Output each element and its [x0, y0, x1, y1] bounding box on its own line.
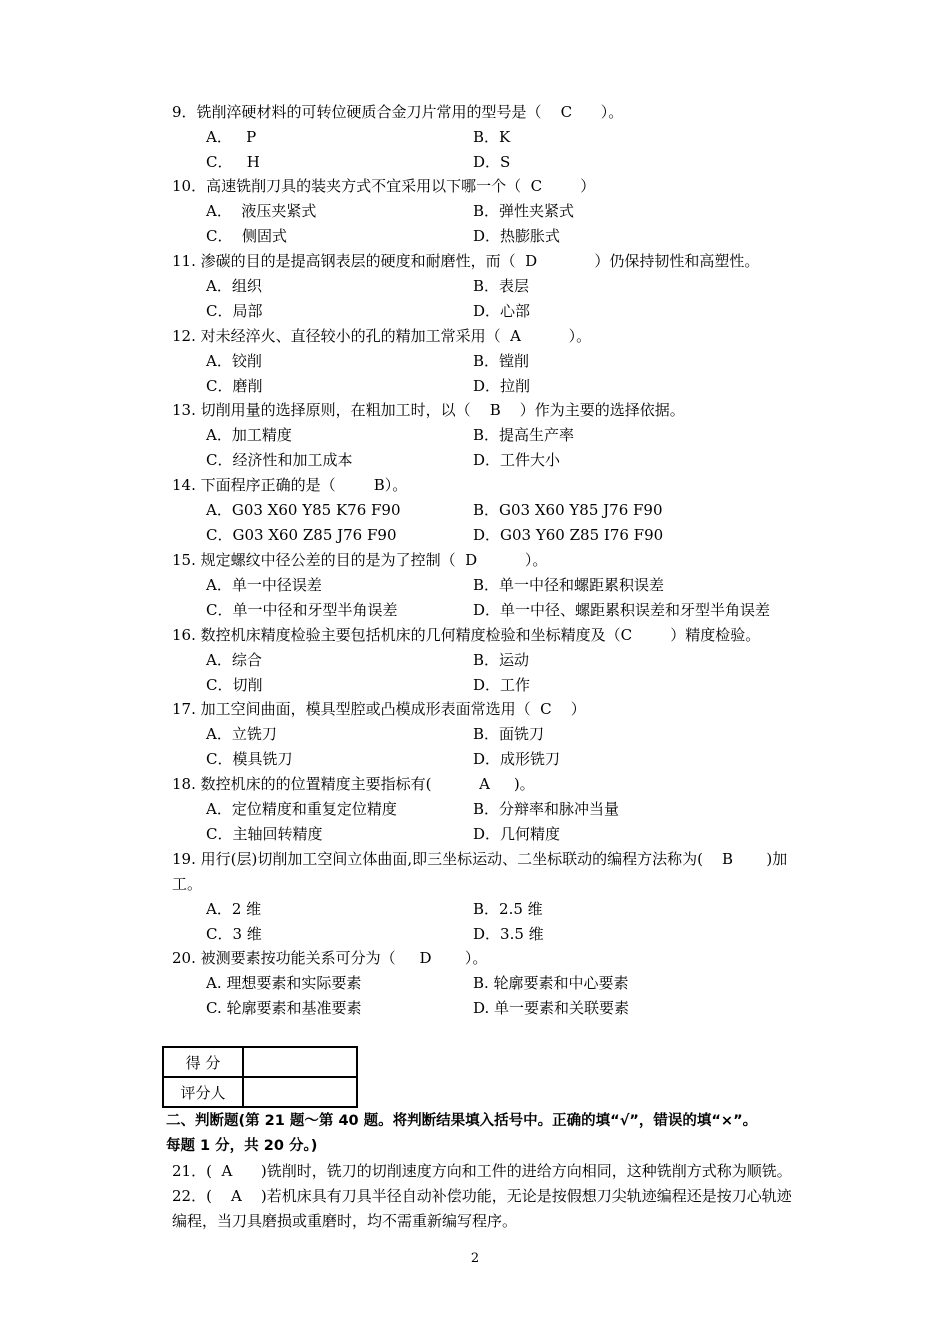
question-14-option-d: D．G03 Y60 Z85 I76 F90 — [473, 526, 664, 544]
question-14-stem: 14. 下面程序正确的是（ B）。 — [172, 476, 408, 494]
question-20-option-d: D. 单一要素和关联要素 — [473, 999, 630, 1017]
question-22-line-2: 编程，当刀具磨损或重磨时，均不需重新编写程序。 — [172, 1212, 518, 1230]
question-12-option-c: C．磨削 — [206, 377, 263, 395]
question-21: 21．( A )铣削时，铣刀的切削速度方向和工件的进给方向相同，这种铣削方式称为顺铣。 — [172, 1162, 792, 1180]
score-label: 得 分 — [163, 1047, 243, 1077]
question-17-option-c: C．模具铣刀 — [206, 750, 293, 768]
question-19-stem-continued: 工。 — [172, 875, 203, 893]
question-16-option-d: D．工作 — [473, 676, 531, 694]
question-19-stem: 19. 用行(层)切削加工空间立体曲面,即三坐标运动、二坐标联动的编程方法称为( B )加 — [172, 850, 788, 868]
question-20-option-b: B. 轮廓要素和中心要素 — [473, 974, 629, 992]
question-13-option-d: D．工件大小 — [473, 451, 561, 469]
question-9-option-a: A． P — [206, 128, 257, 146]
question-17-option-a: A．立铣刀 — [206, 725, 277, 743]
grader-field — [243, 1077, 357, 1107]
question-12-option-d: D．拉削 — [473, 377, 531, 395]
question-10-option-a: A． 液压夹紧式 — [206, 202, 317, 220]
question-9-option-d: D．S — [473, 153, 511, 171]
question-15-option-d: D．单一中径、螺距累积误差和牙型半角误差 — [473, 601, 771, 619]
question-17-option-b: B．面铣刀 — [473, 725, 545, 743]
question-13-option-a: A．加工精度 — [206, 426, 292, 444]
question-11-option-a: A．组织 — [206, 277, 262, 295]
question-12-option-b: B．镗削 — [473, 352, 530, 370]
section-2-heading-line-2: 每题 1 分，共 20 分。) — [166, 1138, 318, 1154]
question-18-option-c: C．主轴回转精度 — [206, 825, 323, 843]
question-11-option-b: B．表层 — [473, 277, 530, 295]
question-13-stem: 13. 切削用量的选择原则，在粗加工时，以（ B ）作为主要的选择依据。 — [172, 401, 685, 419]
question-15-stem: 15. 规定螺纹中径公差的目的是为了控制（ D ）。 — [172, 551, 548, 569]
question-20-option-c: C. 轮廓要素和基准要素 — [206, 999, 362, 1017]
question-15-option-c: C．单一中径和牙型半角误差 — [206, 601, 398, 619]
question-20-stem: 20. 被测要素按功能关系可分为（ D ）。 — [172, 949, 488, 967]
question-17-stem: 17. 加工空间曲面，模具型腔或凸模成形表面常选用（ C ） — [172, 700, 586, 718]
question-18-option-a: A．定位精度和重复定位精度 — [206, 800, 397, 818]
question-11-option-c: C．局部 — [206, 302, 263, 320]
question-11-stem: 11. 渗碳的目的是提高钢表层的硬度和耐磨性，而（ D ）仍保持韧性和高塑性。 — [172, 252, 760, 270]
page-number: 2 — [470, 1251, 480, 1266]
question-22-line-1: 22．( A )若机床具有刀具半径自动补偿功能，无论是按假想刀尖轨迹编程还是按刀心轨迹 — [172, 1187, 792, 1205]
question-14-option-a: A．G03 X60 Y85 K76 F90 — [206, 501, 401, 519]
question-16-option-c: C．切削 — [206, 676, 263, 694]
question-15-option-a: A．单一中径误差 — [206, 576, 322, 594]
question-16-option-b: B．运动 — [473, 651, 530, 669]
question-13-option-c: C．经济性和加工成本 — [206, 451, 353, 469]
grader-label: 评分人 — [163, 1077, 243, 1107]
question-9-option-b: B．K — [473, 128, 511, 146]
question-10-option-c: C． 侧固式 — [206, 227, 288, 245]
question-18-stem: 18. 数控机床的的位置精度主要指标有( A )。 — [172, 775, 535, 793]
question-13-option-b: B．提高生产率 — [473, 426, 575, 444]
question-19-option-a: A．2 维 — [206, 900, 262, 918]
question-18-option-d: D．几何精度 — [473, 825, 561, 843]
question-18-option-b: B．分辩率和脉冲当量 — [473, 800, 620, 818]
question-19-option-b: B．2.5 维 — [473, 900, 543, 918]
question-12-option-a: A．铰削 — [206, 352, 262, 370]
score-table — [162, 1046, 358, 1108]
question-14-option-c: C．G03 X60 Z85 J76 F90 — [206, 526, 397, 544]
question-10-option-d: D．热膨胀式 — [473, 227, 561, 245]
score-field — [243, 1047, 357, 1077]
question-16-option-a: A．综合 — [206, 651, 262, 669]
question-16-stem: 16. 数控机床精度检验主要包括机床的几何精度检验和坐标精度及（C ）精度检验。 — [172, 626, 761, 644]
question-11-option-d: D．心部 — [473, 302, 531, 320]
question-10-option-b: B．弹性夹紧式 — [473, 202, 575, 220]
question-17-option-d: D．成形铣刀 — [473, 750, 561, 768]
question-19-option-c: C．3 维 — [206, 925, 262, 943]
question-14-option-b: B．G03 X60 Y85 J76 F90 — [473, 501, 663, 519]
question-9-stem: 9．铣削淬硬材料的可转位硬质合金刀片常用的型号是（ C ）。 — [172, 103, 624, 121]
question-15-option-b: B．单一中径和螺距累积误差 — [473, 576, 665, 594]
question-19-option-d: D．3.5 维 — [473, 925, 544, 943]
question-12-stem: 12. 对未经淬火、直径较小的孔的精加工常采用（ A ）。 — [172, 327, 592, 345]
question-10-stem: 10．高速铣削刀具的装夹方式不宜采用以下哪一个（ C ） — [172, 177, 596, 195]
question-9-option-c: C． H — [206, 153, 260, 171]
question-20-option-a: A. 理想要素和实际要素 — [206, 974, 362, 992]
section-2-heading-line-1: 二、判断题(第 21 题～第 40 题。将判断结果填入括号中。正确的填“√”，错误的填“×”。 — [166, 1113, 758, 1129]
